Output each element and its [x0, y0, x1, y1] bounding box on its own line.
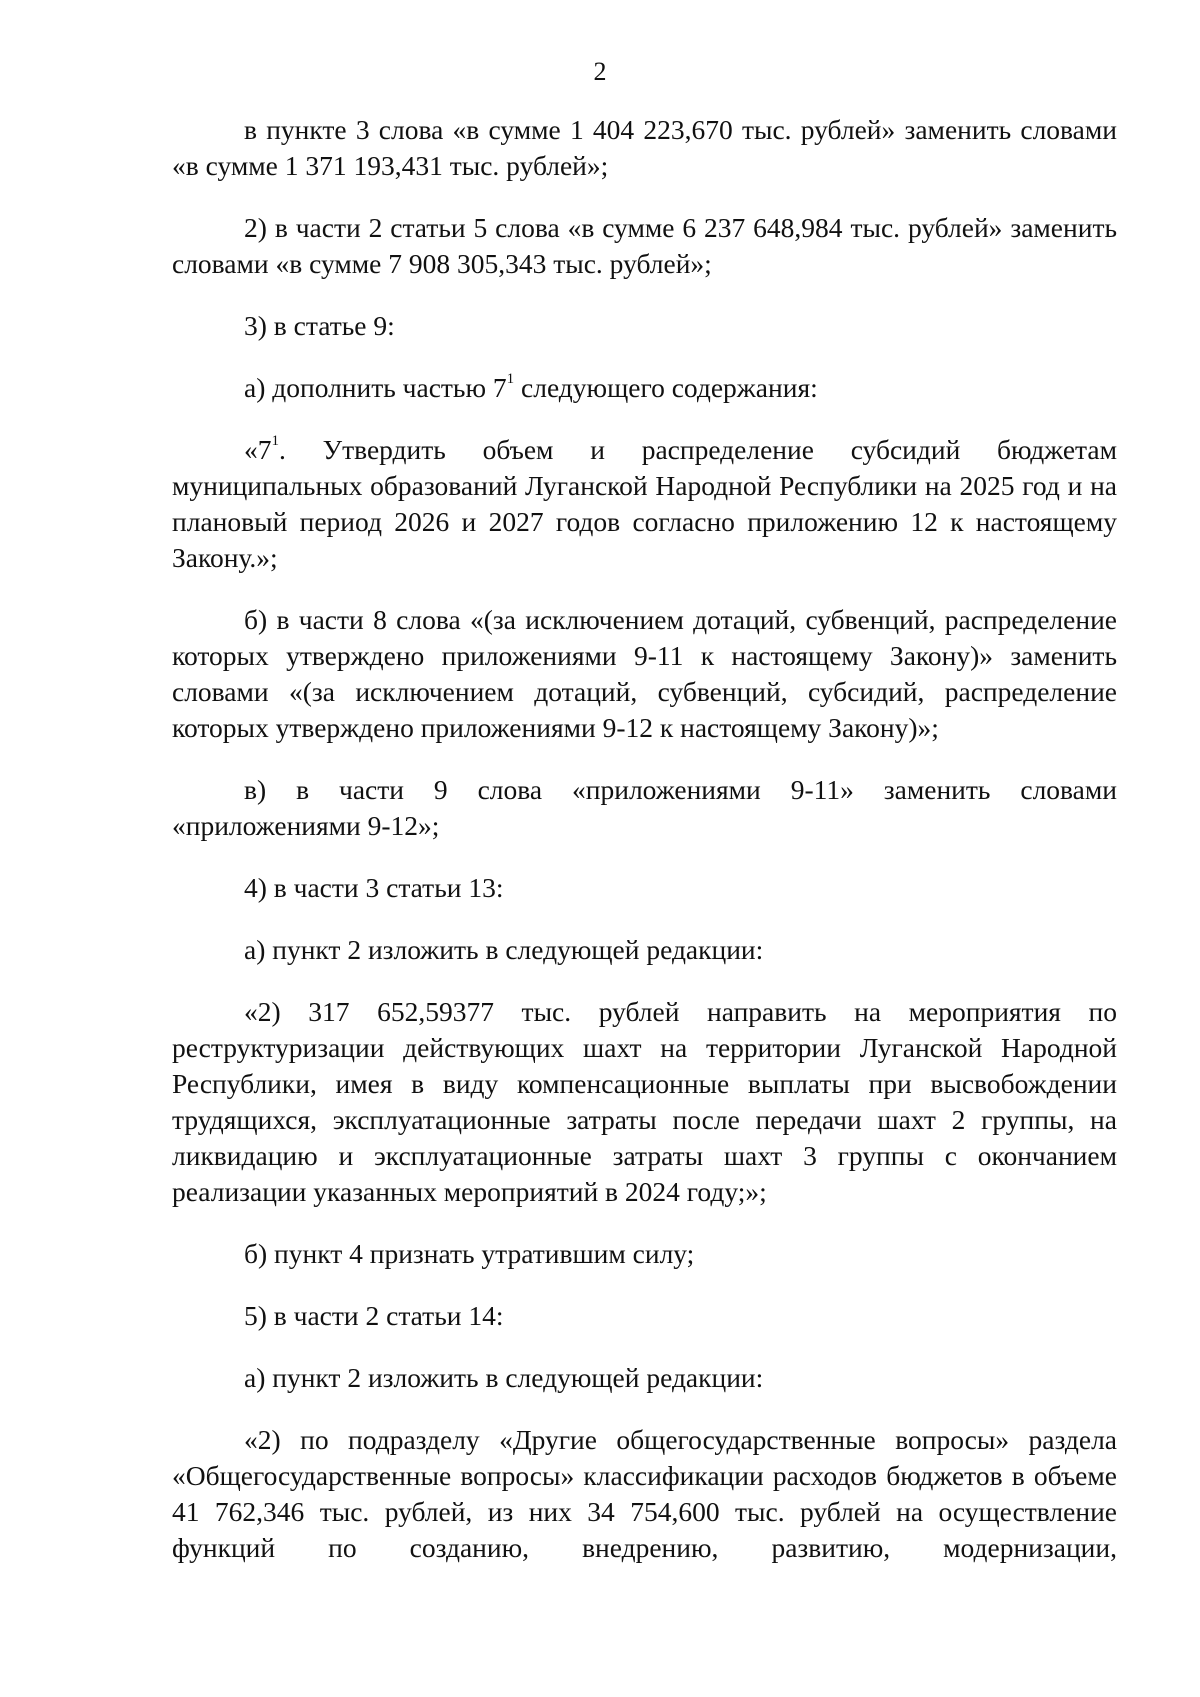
- paragraph-10: «2) 317 652,59377 тыс. рублей направить на мероприятия по реструктуризации действующих шахт на территории Луганской Народной Республики, имея в виду компенсационные выплаты при высвобождении трудящихся, эксплуатационные затраты после передачи шахт 2 группы, на ликвидацию и эксплуатационные затраты шахт 3 группы с окончанием реализации указанных мероприятий в 2024 году;»;: [172, 996, 1117, 1207]
- paragraph-9: а) пункт 2 изложить в следующей редакции:: [244, 934, 764, 965]
- page-number: 2: [593, 57, 607, 86]
- paragraph-2: 2) в части 2 статьи 5 слова «в сумме 6 237 648,984 тыс. рублей» заменить словами «в сумме 7 908 305,343 тыс. рублей»;: [172, 212, 1117, 279]
- paragraph-5-before: «7: [244, 434, 272, 465]
- paragraph-4: [172, 370, 1117, 406]
- paragraph-6: б) в части 8 слова «(за исключением дотаций, субвенций, распределение которых утверждено приложениями 9-11 к настоящему Закону)» заменить словами «(за исключением дотаций, субвенций, субсидий, распределение которых утверждено приложениями 9-12 к настоящему Закону)»;: [172, 604, 1117, 743]
- paragraph-4-before: а) дополнить частью 7: [244, 372, 507, 403]
- superscript-2: 1: [271, 433, 279, 449]
- paragraph-3: 3) в статье 9:: [244, 310, 395, 341]
- paragraph-4-after: следующего содержания:: [514, 372, 818, 403]
- paragraph-5: [172, 432, 1117, 576]
- paragraph-5-after: . Утвердить объем и распределение субсидий бюджетам муниципальных образований Луганской Народной Республики на 2025 год и на плановый период 2026 и 2027 годов согласно приложению 12 к настоящему Закону.»;: [172, 434, 1117, 573]
- paragraph-14: «2) по подразделу «Другие общегосударственные вопросы» раздела «Общегосударственные вопросы» классификации расходов бюджетов в объеме 41 762,346 тыс. рублей, из них 34 754,600 тыс. рублей на осуществление функций по созданию, внедрению, развитию, модернизации,: [172, 1424, 1117, 1563]
- paragraph-7: в) в части 9 слова «приложениями 9-11» заменить словами «приложениями 9-12»;: [172, 774, 1117, 841]
- paragraph-8: 4) в части 3 статьи 13:: [244, 872, 504, 903]
- paragraph-13: а) пункт 2 изложить в следующей редакции:: [244, 1362, 764, 1393]
- superscript-1: 1: [506, 371, 515, 387]
- paragraph-1: в пункте 3 слова «в сумме 1 404 223,670 тыс. рублей» заменить словами «в сумме 1 371 193,431 тыс. рублей»;: [172, 114, 1117, 181]
- paragraph-12: 5) в части 2 статьи 14:: [244, 1300, 504, 1331]
- paragraph-11: б) пункт 4 признать утратившим силу;: [244, 1238, 695, 1269]
- document-body: [172, 112, 1117, 1592]
